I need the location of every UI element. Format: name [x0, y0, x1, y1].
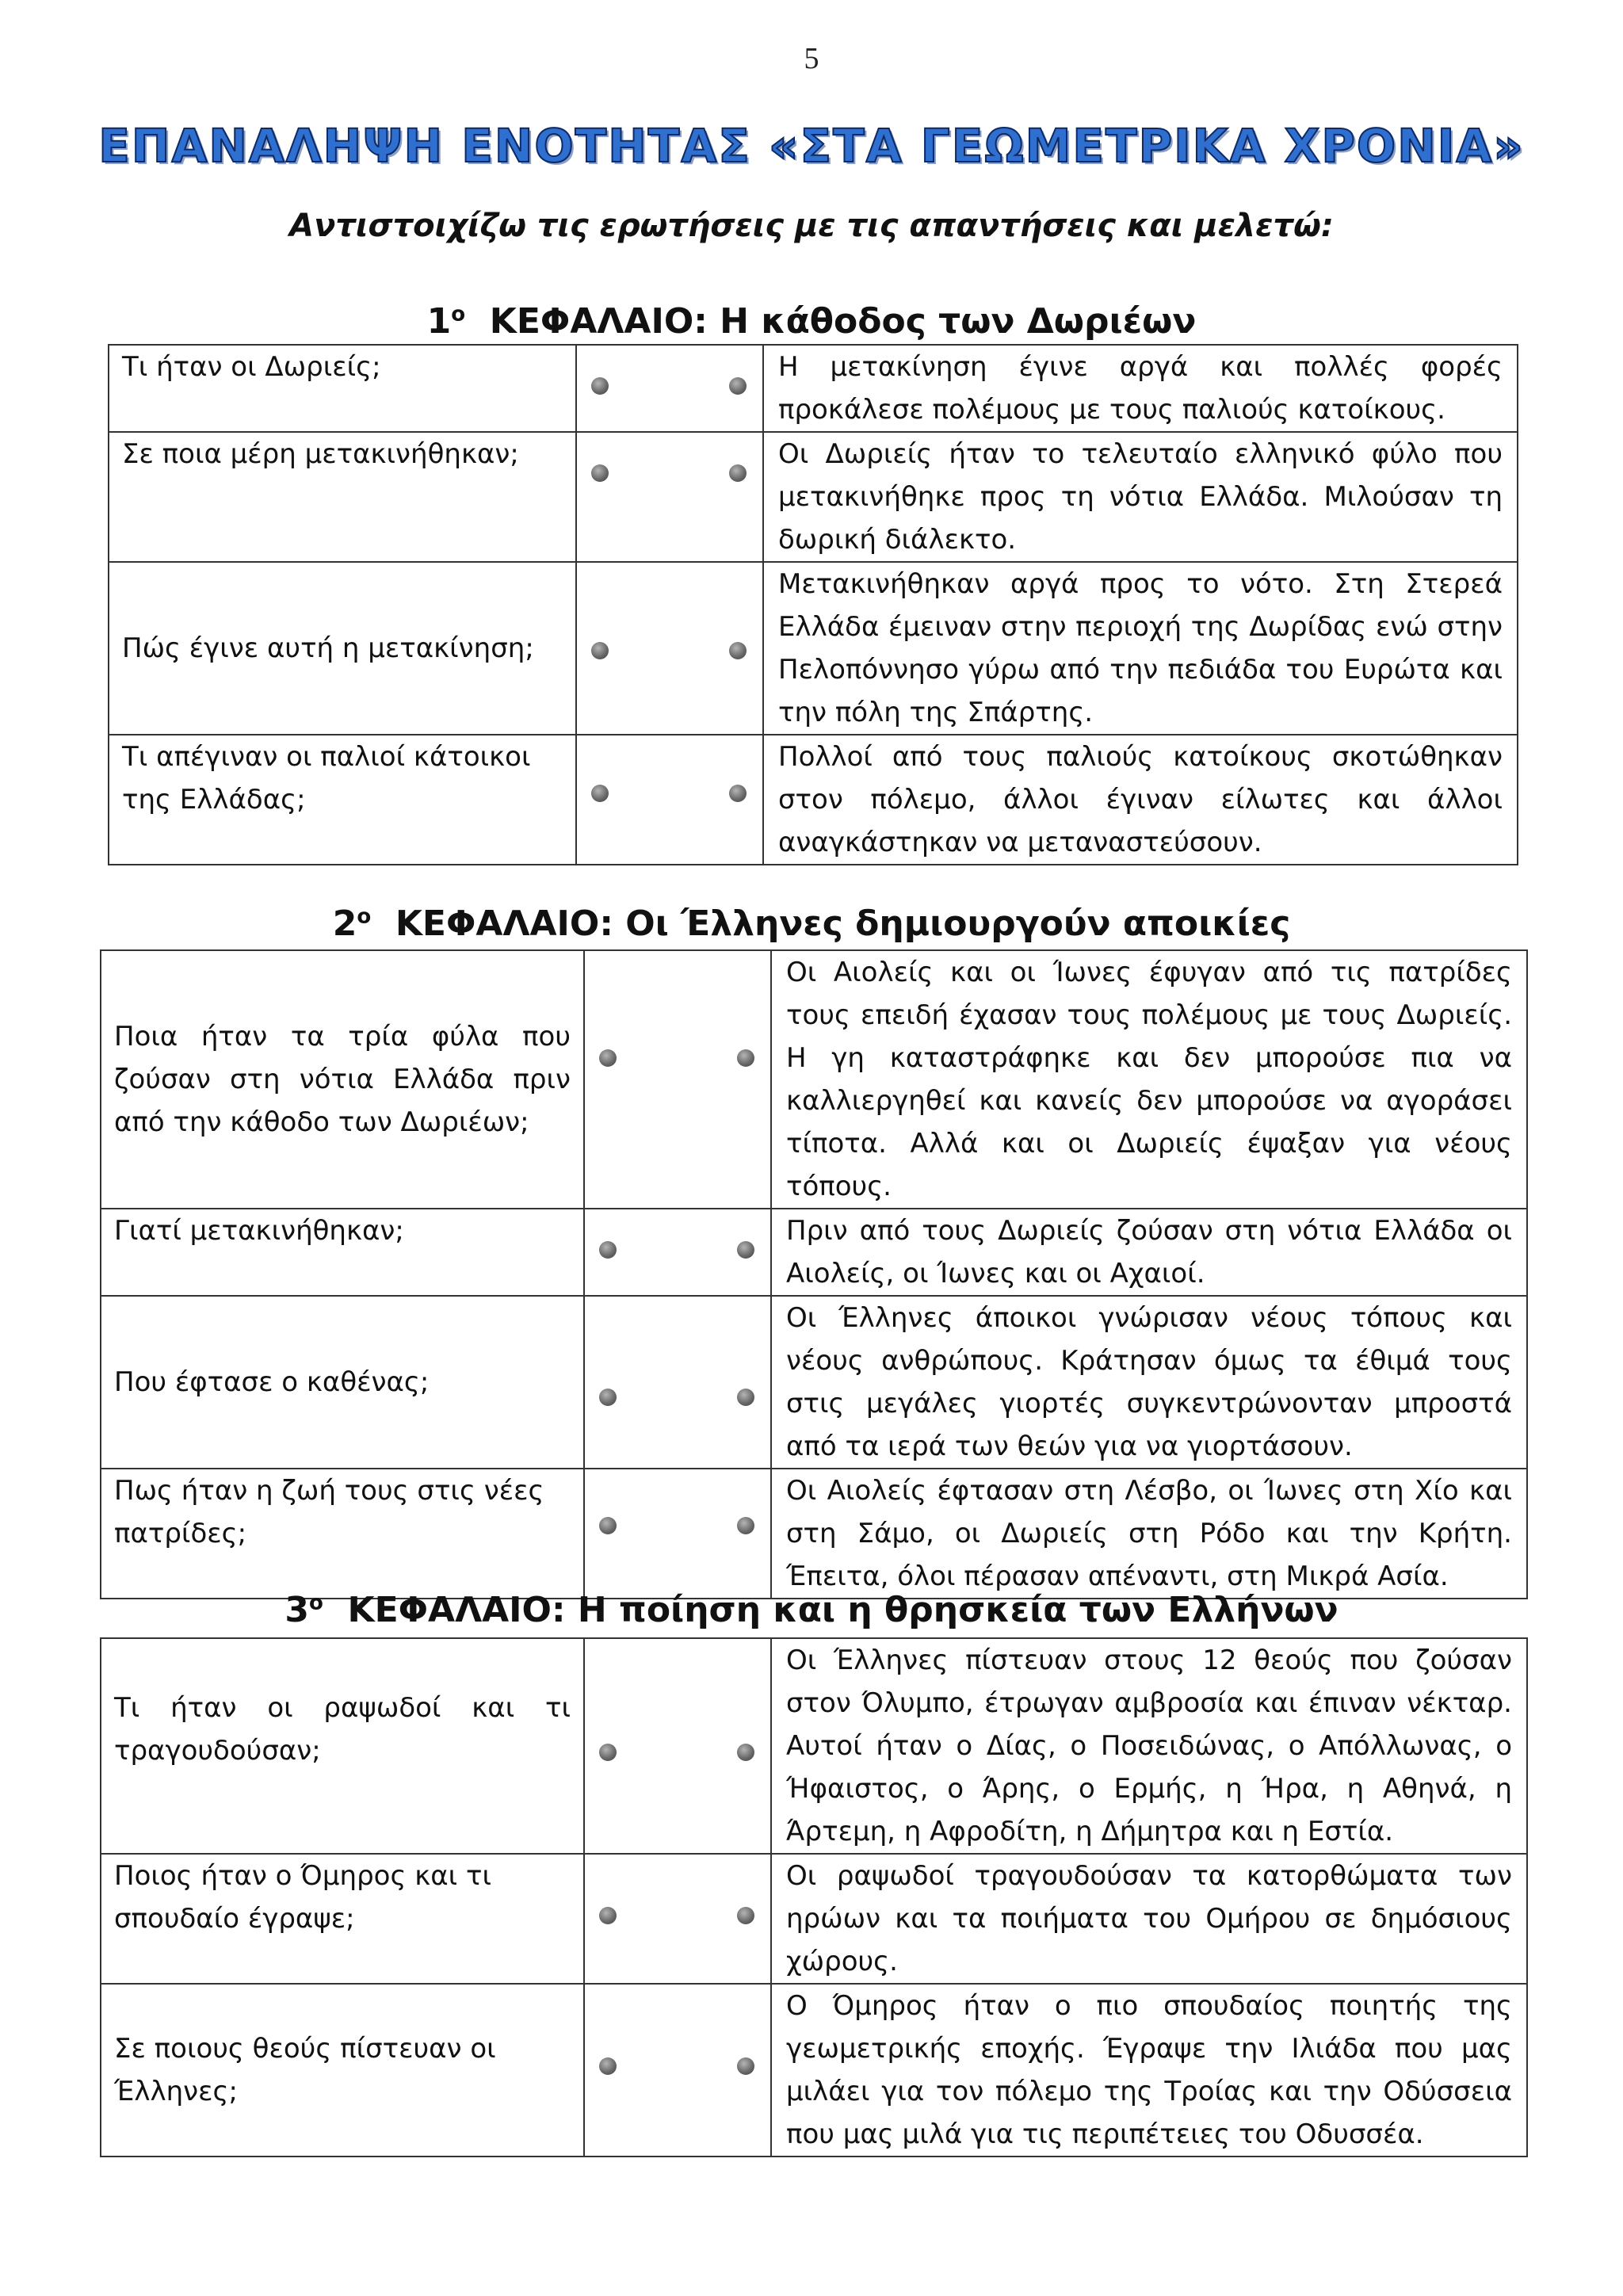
match-dot-left[interactable] [591, 377, 609, 395]
table-row [109, 562, 1518, 735]
match-dot-left[interactable] [591, 642, 609, 659]
answer-cell: Οι Έλληνες άποικοι γνώρισαν νέους τόπους και νέους ανθρώπους. Κράτησαν όμως τα έθιμά τους στις μεγάλες γιορτές συγκεντρώνονταν μπροστά από τα ιερά των θεών για να γιορτάσουν. [771, 1296, 1527, 1469]
table-row [109, 432, 1518, 562]
match-dot-left[interactable] [599, 1389, 617, 1406]
page-title: ΕΠΑΝΑΛΗΨΗ ΕΝΟΤΗΤΑΣ «ΣΤΑ ΓΕΩΜΕΤΡΙΚΑ ΧΡΟΝΙΑ» [98, 119, 1525, 173]
question-cell: Πώς έγινε αυτή η μετακίνηση; [109, 562, 576, 735]
match-dot-right[interactable] [729, 642, 747, 659]
match-dot-right[interactable] [737, 1049, 754, 1067]
question-cell: Σε ποια μέρη μετακινήθηκαν; [109, 432, 576, 562]
table-row [101, 1209, 1527, 1296]
question-cell: Τι ήταν οι Δωριείς; [109, 345, 576, 432]
chapter-2-table [100, 949, 1528, 1599]
match-cell [584, 1469, 771, 1599]
table-row [101, 950, 1527, 1209]
chapter-2-heading [0, 904, 1623, 944]
match-cell [584, 1209, 771, 1296]
question-cell: Ποια ήταν τα τρία φύλα που ζούσαν στη νότια Ελλάδα πριν από την κάθοδο των Δωριέων; [101, 950, 584, 1209]
question-cell: Γιατί μετακινήθηκαν; [101, 1209, 584, 1296]
match-cell [576, 735, 763, 865]
match-dot-left[interactable] [599, 1241, 617, 1259]
chapter-2-number: 2 [332, 904, 357, 944]
answer-cell: Πριν από τους Δωριείς ζούσαν στη νότια Ελλάδα οι Αιολείς, οι Ίωνες και οι Αχαιοί. [771, 1209, 1527, 1296]
chapter-1-table [108, 344, 1518, 865]
match-dot-left[interactable] [591, 785, 609, 802]
chapter-1-heading [0, 301, 1623, 342]
table-row [101, 1984, 1527, 2157]
chapter-2-title: ΚΕΦΑΛΑΙΟ: Οι Έλληνες δημιουργούν αποικίες [395, 904, 1291, 944]
match-cell [584, 1638, 771, 1854]
chapter-1-number: 1 [426, 301, 452, 342]
match-dot-left[interactable] [599, 2057, 617, 2075]
chapter-3-heading [0, 1590, 1623, 1630]
chapter-1-title: ΚΕΦΑΛΑΙΟ: Η κάθοδος των Δωριέων [489, 301, 1197, 342]
table-row [101, 1469, 1527, 1599]
answer-cell: Οι Έλληνες πίστευαν στους 12 θεούς που ζούσαν στον Όλυμπο, έτρωγαν αμβροσία και έπιναν νέκταρ. Αυτοί ήταν ο Δίας, ο Ποσειδώνας, ο Απόλλωνας, ο Ήφαιστος, ο Άρης, ο Ερμής, η Ήρα, η Αθηνά, η Άρτεμη, η Αφροδίτη, η Δήμητρα και η Εστία. [771, 1638, 1527, 1854]
match-cell [584, 950, 771, 1209]
answer-cell: Ο Όμηρος ήταν ο πιο σπουδαίος ποιητής της γεωμετρικής εποχής. Έγραψε την Ιλιάδα που μας μιλάει για τον πόλεμο της Τροίας και την Οδύσσεια που μας μιλά για τις περιπέτειες του Οδυσσέα. [771, 1984, 1527, 2157]
instruction-text: Αντιστοιχίζω τις ερωτήσεις με τις απαντήσεις και μελετώ: [289, 208, 1334, 244]
chapter-3-ordinal: ο [308, 1591, 323, 1615]
answer-cell: Οι Αιολείς και οι Ίωνες έφυγαν από τις πατρίδες τους επειδή έχασαν τους πολέμους με τους Δωριείς. Η γη καταστράφηκε και δεν μπορούσε πια να καλλιεργηθεί και κανείς δεν μπορούσε να αγοράσει τίποτα. Αλλά και οι Δωριείς έψαξαν για νέους τόπους. [771, 950, 1527, 1209]
match-dot-right[interactable] [737, 2057, 754, 2075]
answer-cell: Μετακινήθηκαν αργά προς το νότο. Στη Στερεά Ελλάδα έμειναν στην περιοχή της Δωρίδας ενώ στην Πελοπόννησο γύρω από την πεδιάδα του Ευρώτα και την πόλη της Σπάρτης. [763, 562, 1518, 735]
match-dot-left[interactable] [599, 1907, 617, 1924]
question-cell: Πως ήταν η ζωή τους στις νέες πατρίδες; [101, 1469, 584, 1599]
chapter-3-table [100, 1637, 1528, 2157]
match-dot-right[interactable] [729, 785, 747, 802]
answer-cell: Οι Δωριείς ήταν το τελευταίο ελληνικό φύλο που μετακινήθηκε προς τη νότια Ελλάδα. Μιλούσαν τη δωρική διάλεκτο. [763, 432, 1518, 562]
match-dot-left[interactable] [599, 1517, 617, 1534]
table-row [101, 1296, 1527, 1469]
match-dot-right[interactable] [729, 377, 747, 395]
match-cell [576, 432, 763, 562]
match-dot-right[interactable] [737, 1389, 754, 1406]
match-cell [576, 345, 763, 432]
table-row [109, 735, 1518, 865]
question-cell: Τι απέγιναν οι παλιοί κάτοικοι της Ελλάδας; [109, 735, 576, 865]
match-dot-left[interactable] [599, 1049, 617, 1067]
table-row [109, 345, 1518, 432]
match-cell [584, 1296, 771, 1469]
match-dot-right[interactable] [737, 1907, 754, 1924]
question-cell: Τι ήταν οι ραψωδοί και τι τραγουδούσαν; [101, 1638, 584, 1854]
chapter-3-title: ΚΕΦΑΛΑΙΟ: Η ποίηση και η θρησκεία των Ελλήνων [347, 1590, 1338, 1630]
chapter-1-ordinal: ο [451, 302, 466, 327]
match-cell [576, 562, 763, 735]
match-cell [584, 1854, 771, 1984]
match-dot-right[interactable] [737, 1241, 754, 1259]
match-dot-left[interactable] [591, 464, 609, 482]
table-row [101, 1638, 1527, 1854]
match-cell [584, 1984, 771, 2157]
match-dot-left[interactable] [599, 1744, 617, 1761]
question-cell: Που έφτασε ο καθένας; [101, 1296, 584, 1469]
question-cell: Ποιος ήταν ο Όμηρος και τι σπουδαίο έγραψε; [101, 1854, 584, 1984]
match-dot-right[interactable] [737, 1517, 754, 1534]
chapter-3-number: 3 [285, 1590, 309, 1630]
page-number: 5 [804, 42, 819, 75]
question-cell: Σε ποιους θεούς πίστευαν οι Έλληνες; [101, 1984, 584, 2157]
chapter-2-ordinal: ο [357, 904, 372, 929]
answer-cell: Οι ραψωδοί τραγουδούσαν τα κατορθώματα των ηρώων και τα ποιήματα του Ομήρου σε δημόσιους χώρους. [771, 1854, 1527, 1984]
table-row [101, 1854, 1527, 1984]
answer-cell: Η μετακίνηση έγινε αργά και πολλές φορές προκάλεσε πολέμους με τους παλιούς κατοίκους. [763, 345, 1518, 432]
match-dot-right[interactable] [737, 1744, 754, 1761]
answer-cell: Πολλοί από τους παλιούς κατοίκους σκοτώθηκαν στον πόλεμο, άλλοι έγιναν είλωτες και άλλοι αναγκάστηκαν να μεταναστεύσουν. [763, 735, 1518, 865]
match-dot-right[interactable] [729, 464, 747, 482]
answer-cell: Οι Αιολείς έφτασαν στη Λέσβο, οι Ίωνες στη Χίο και στη Σάμο, οι Δωριείς στη Ρόδο και την Κρήτη. Έπειτα, όλοι πέρασαν απέναντι, στη Μικρά Ασία. [771, 1469, 1527, 1599]
